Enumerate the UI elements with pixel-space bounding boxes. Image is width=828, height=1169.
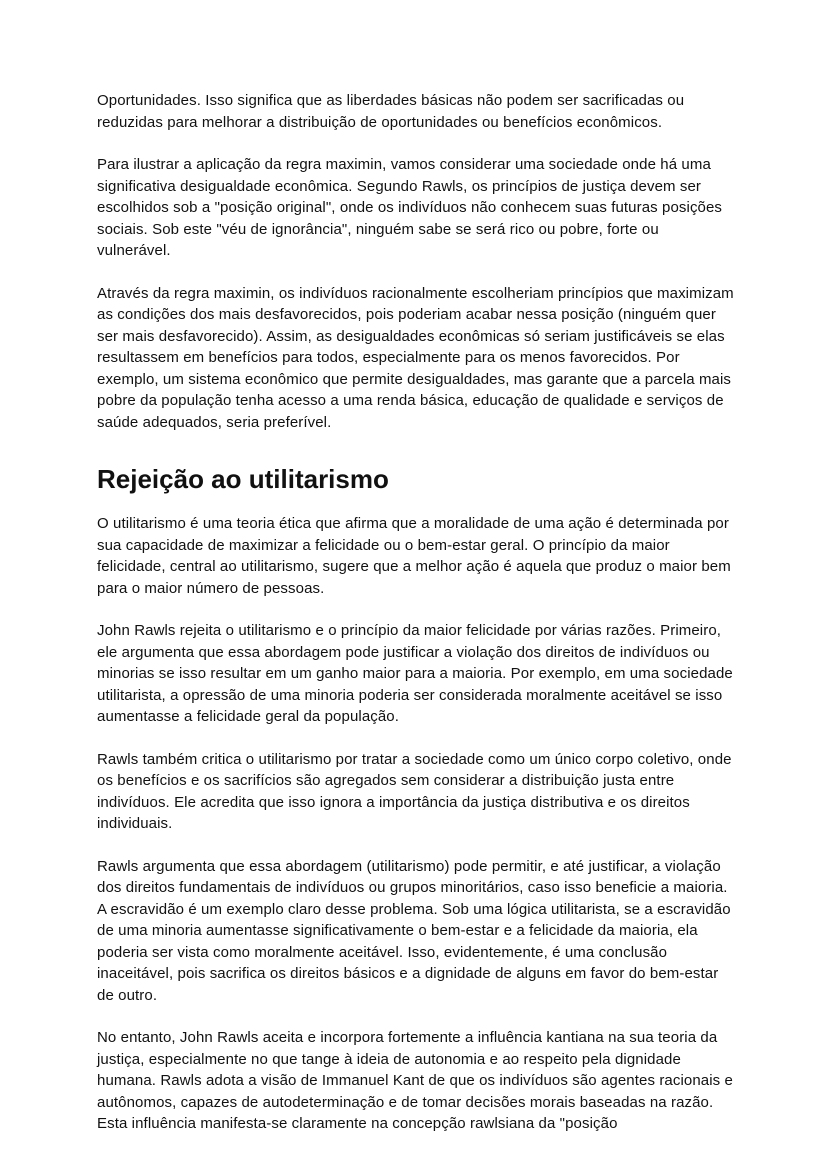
section-heading-rejeicao-ao-utilitarismo: Rejeição ao utilitarismo: [97, 464, 389, 494]
paragraph-definicao-utilitarismo: O utilitarismo é uma teoria ética que afirma que a moralidade de uma ação é determinada por sua capacidade de maximizar a felicidade ou o bem-estar geral. O princípio da maior felicidade, central ao utilitarismo, sugere que a melhor ação é aquela que produz o maior bem para o maior número de pessoas.: [97, 515, 731, 597]
paragraph-atraves-da-regra-maximin: Através da regra maximin, os indivíduos racionalmente escolheriam princípios que maximizam as condições dos mais desfavorecidos, pois poderiam acabar nessa posição (ninguém quer ser mais desfavorecido). Assim, as desigualdades econômicas só seriam justificáveis se elas resultassem em benefícios para todos, especialmente para os menos favorecidos. Por exemplo, um sistema econômico que permite desigualdades, mas garante que a parcela mais pobre da população tenha acesso a uma renda básica, educação de qualidade e serviços de saúde adequados, seria preferível.: [97, 284, 734, 431]
paragraph-regra-maximin-exemplo: Para ilustrar a aplicação da regra maximin, vamos considerar uma sociedade onde há uma significativa desigualdade econômica. Segundo Rawls, os princípios de justiça devem ser escolhidos sob a "posição original", onde os indivíduos não conhecem suas futuras posições sociais. Sob este "véu de ignorância", ninguém sabe se será rico ou pobre, forte ou vulnerável.: [97, 156, 723, 259]
paragraph-rawls-rejeita-utilitarismo: John Rawls rejeita o utilitarismo e o princípio da maior felicidade por várias razões. Primeiro, ele argumenta que essa abordagem pode justificar a violação dos direitos de indivíduos ou minorias se isso resultar em um ganho maior para a maioria. Por exemplo, em uma sociedade utilitarista, a opressão de uma minoria poderia ser considerada moralmente aceitável se isso aumentasse a felicidade geral da população.: [97, 622, 733, 725]
paragraph-influencia-kantiana: No entanto, John Rawls aceita e incorpora fortemente a influência kantiana na sua teoria da justiça, especialmente no que tange à ideia de autonomia e ao respeito pela dignidade humana. Rawls adota a visão de Immanuel Kant de que os indivíduos são agentes racionais e autônomos, capazes de autodeterminação e de tomar decisões morais baseadas na razão. Esta influência manifesta-se claramente na concepção rawlsiana da "posição: [97, 1029, 733, 1132]
paragraph-exemplo-escravidao: Rawls argumenta que essa abordagem (utilitarismo) pode permitir, e até justificar, a violação dos direitos fundamentais de indivíduos ou grupos minoritários, caso isso beneficie a maioria. A escravidão é um exemplo claro desse problema. Sob uma lógica utilitarista, se a escravidão de uma minoria aumentasse significativamente o bem-estar e a felicidade da maioria, ela poderia ser vista como moralmente aceitável. Isso, evidentemente, é uma conclusão inaceitável, pois sacrifica os direitos básicos e a dignidade de alguns em favor do bem-estar de outro.: [97, 857, 731, 1004]
paragraph-critica-corpo-coletivo: Rawls também critica o utilitarismo por tratar a sociedade como um único corpo coletivo, onde os benefícios e os sacrifícios são agregados sem considerar a distribuição justa entre indivíduos. Ele acredita que isso ignora a importância da justiça distributiva e os direitos individuais.: [97, 750, 732, 832]
paragraph-oportunidades: Oportunidades. Isso significa que as liberdades básicas não podem ser sacrificadas ou reduzidas para melhorar a distribuição de oportunidades ou benefícios econômicos.: [97, 92, 685, 131]
